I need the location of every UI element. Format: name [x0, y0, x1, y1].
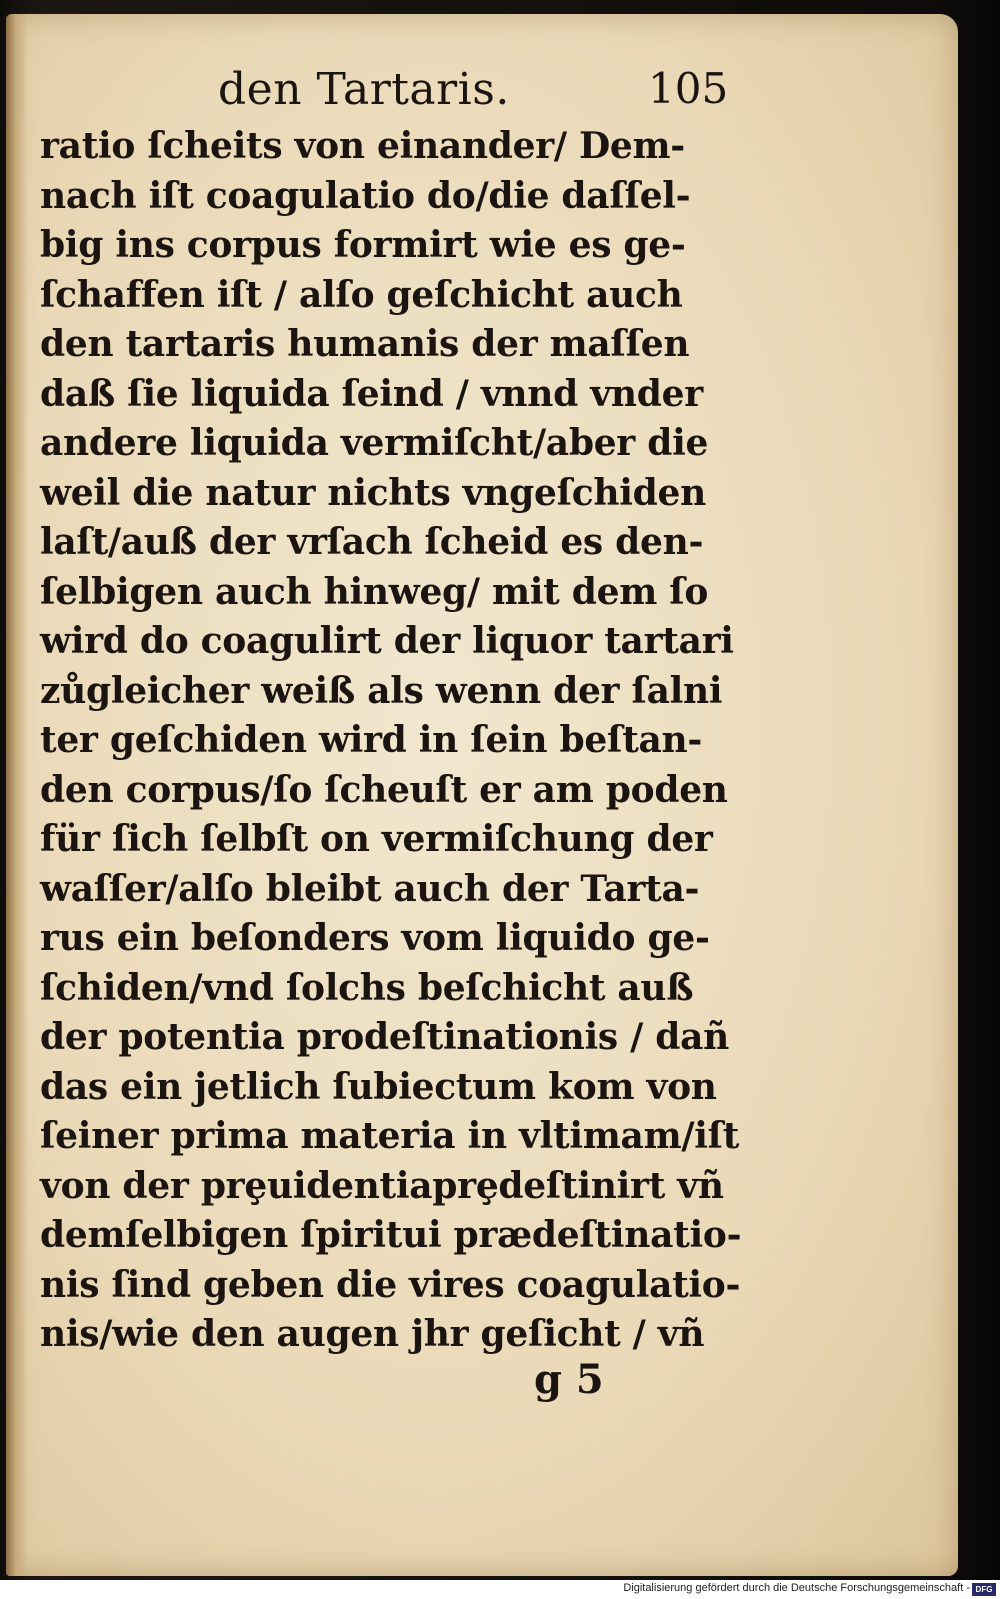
text-line: ſelbigen auch hinweg/ mit dem ſo: [40, 570, 709, 613]
text-line: nis ſind geben die vires coagulatio-: [40, 1263, 741, 1306]
funding-credit: Digitalisierung gefördert durch die Deutsche Forschungsgemeinschaft -: [623, 1582, 970, 1594]
text-line: rus ein beſonders vom liquido ge-: [40, 917, 710, 959]
signature-mark: g 5: [534, 1356, 604, 1403]
digitization-footer: [0, 1580, 1000, 1599]
text-line: demſelbigen ſpiritui prædeſtinatio-: [40, 1214, 742, 1256]
text-line: ſeiner prima materia in vltimam/iſt: [40, 1115, 740, 1157]
text-line: ſchaffen iſt / alſo geſchicht auch: [40, 273, 683, 316]
text-line: ratio ſcheits von einander/ Dem-: [40, 125, 685, 167]
text-line: für ſich ſelbſt on vermiſchung der: [40, 818, 713, 860]
text-line: laſt/auß der vrſach ſcheid es den-: [40, 521, 704, 563]
body-text: [40, 122, 740, 1360]
dfg-logo: DFG: [972, 1583, 996, 1596]
text-line: zůgleicher weiß als wenn der ſalni: [40, 669, 723, 712]
text-line: daß ſie liquida ſeind / vnnd vnder: [40, 372, 703, 415]
text-line: nach iſt coagulatio do/die daſſel-: [40, 174, 691, 217]
text-line: den corpus/ſo ſcheuſt er am poden: [40, 768, 728, 811]
text-line: ſchiden/vnd ſolchs beſchicht auß: [40, 966, 694, 1009]
text-line: big ins corpus formirt wie es ge-: [40, 224, 686, 266]
book-page: [6, 14, 958, 1576]
text-line: waſſer/alſo bleibt auch der Tarta-: [40, 867, 700, 910]
text-line: das ein jetlich ſubiectum kom von: [40, 1065, 717, 1108]
running-head: den Tartaris.: [218, 64, 510, 115]
text-line: den tartaris humanis der maſſen: [40, 323, 690, 365]
text-line: ter geſchiden wird in ſein beſtan-: [40, 719, 703, 761]
text-line: von der prȩuidentiaprȩdeſtinirt vñ: [40, 1164, 724, 1207]
text-line: weil die natur nichts vngeſchiden: [40, 471, 707, 514]
text-line: wird do coagulirt der liquor tartari: [40, 620, 734, 662]
text-line: andere liquida vermiſcht/aber die: [40, 422, 709, 464]
page-number: 105: [648, 64, 729, 113]
text-line: nis/wie den augen jhr geſicht / vñ: [40, 1313, 705, 1355]
page-gutter-edge: [6, 14, 28, 1576]
text-line: der potentia prodeſtinationis / dañ: [40, 1016, 729, 1058]
